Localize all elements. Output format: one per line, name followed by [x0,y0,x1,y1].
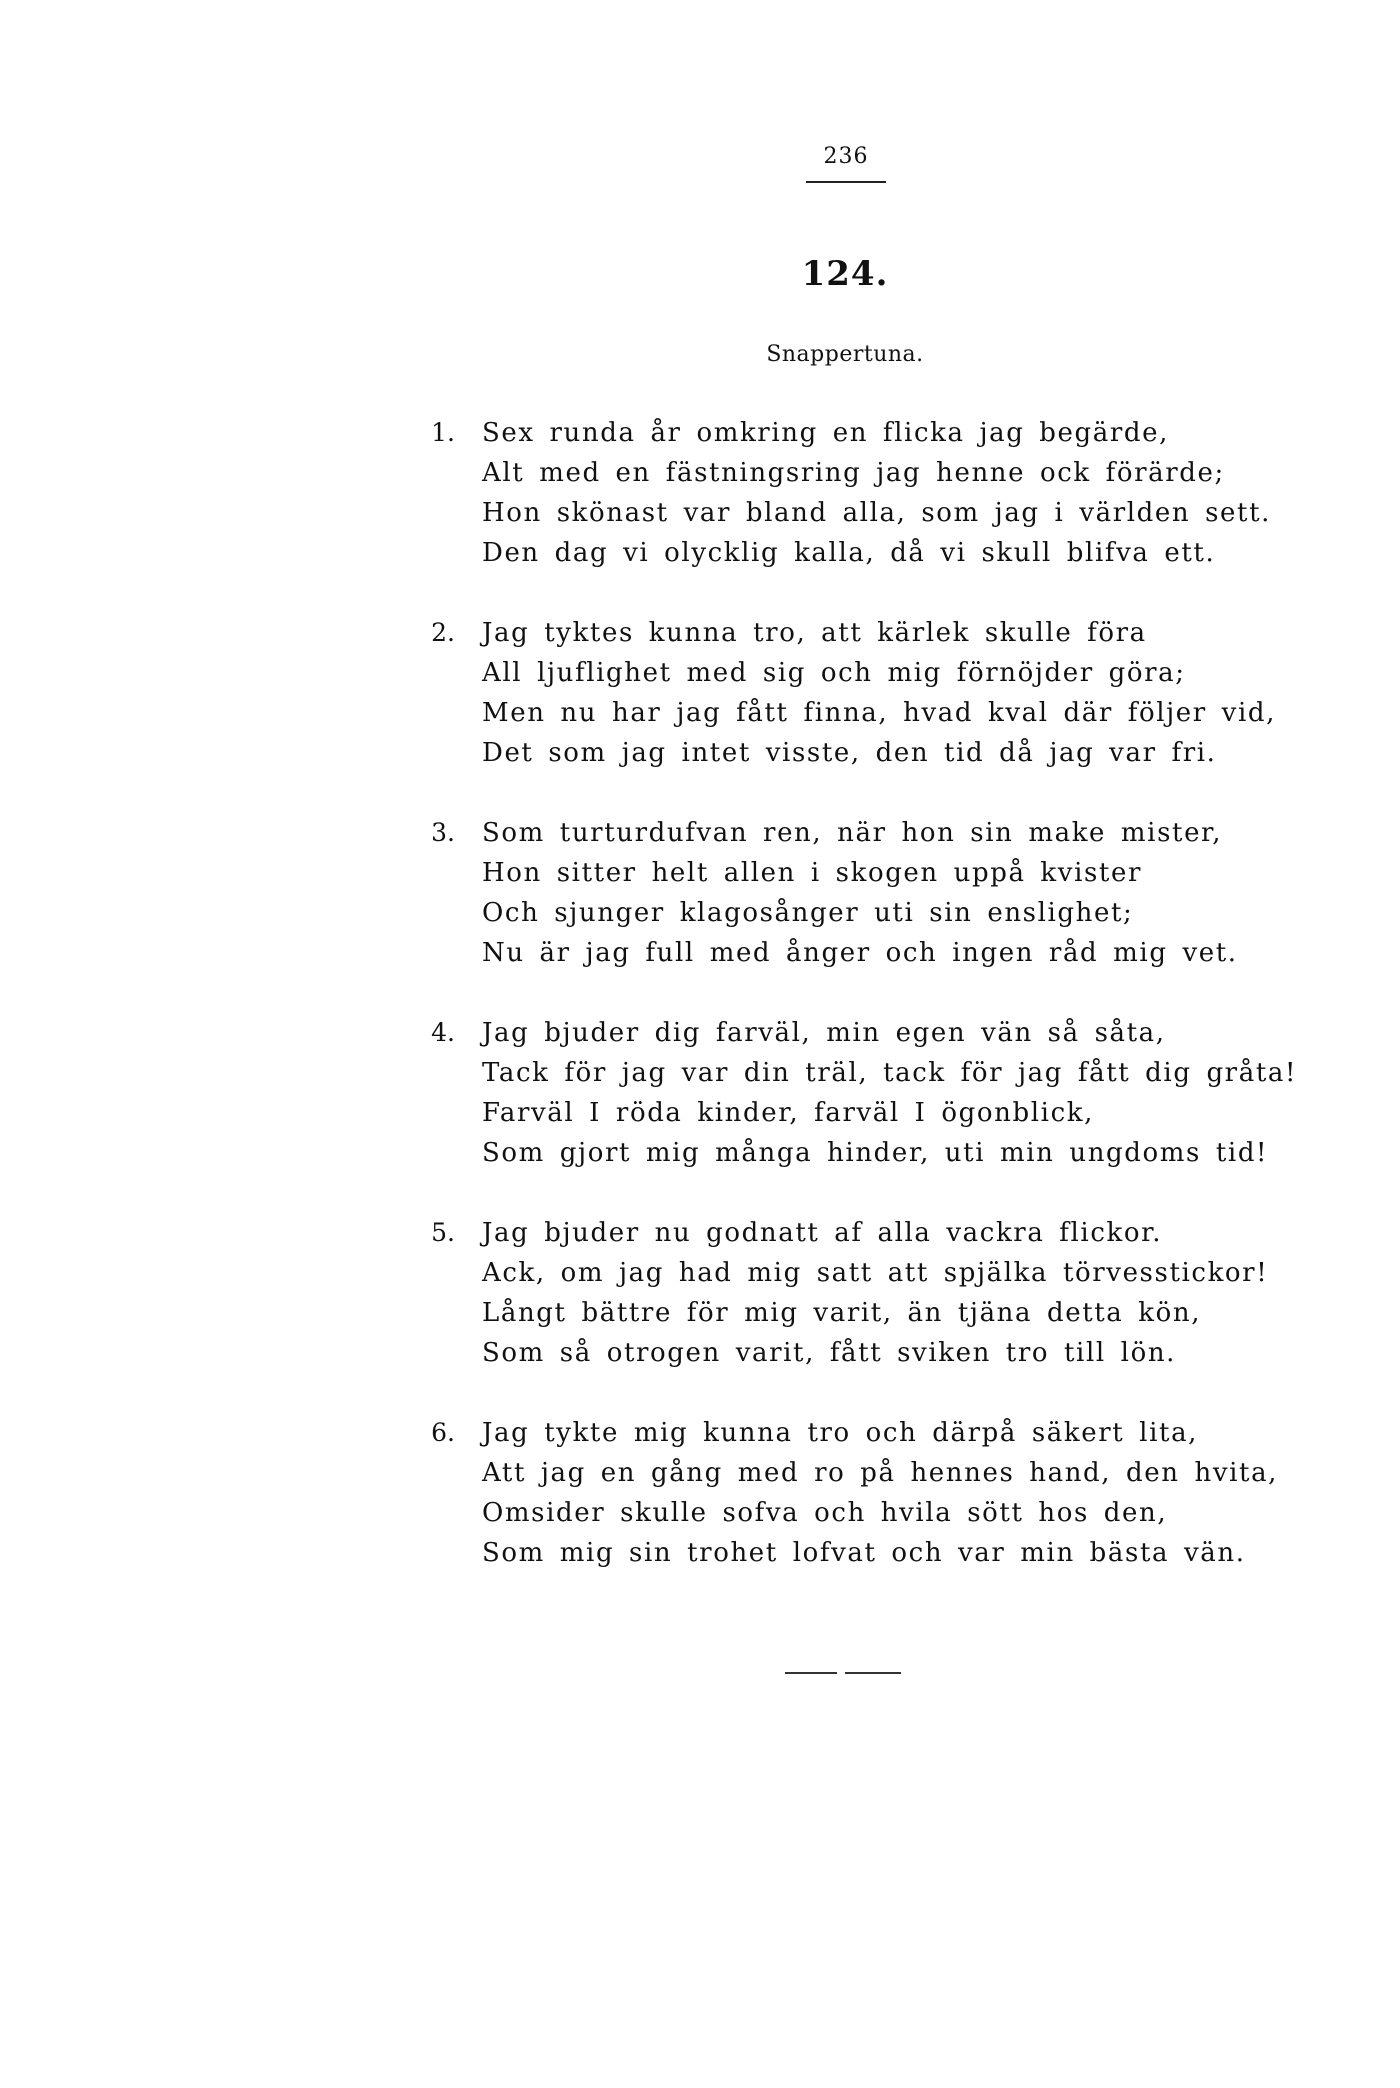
end-rule-right [845,1672,901,1674]
verse-line: Jag bjuder nu godnatt af alla vackra flickor. [482,1218,1163,1248]
verse-line: Hon skönast var bland alla, som jag i världen sett. [482,498,1271,528]
verse-line: Ack, om jag had mig satt att spjälka törvesstickor! [482,1258,1269,1288]
verse-line: Hon sitter helt allen i skogen uppå kvister [482,858,1142,888]
stanza-number: 4. [431,1018,455,1047]
verse-line: Som mig sin trohet lofvat och var min bästa vän. [482,1538,1246,1568]
verse-line: Farväl I röda kinder, farväl I ögonblick, [482,1098,1094,1128]
verse-line: Att jag en gång med ro på hennes hand, den hvita, [482,1458,1279,1488]
verse-line: Som turturdufvan ren, när hon sin make mister, [482,818,1223,848]
stanza-number: 5. [431,1218,455,1247]
stanza-number: 1. [431,418,455,447]
poem-place: Snappertuna. [766,342,924,367]
verse-line: All ljuflighet med sig och mig förnöjder göra; [482,658,1186,688]
verse-line: Omsider skulle sofva och hvila sött hos den, [482,1498,1168,1528]
verse-line: Jag bjuder dig farväl, min egen vän så såta, [482,1018,1166,1048]
end-rule-left [785,1672,837,1674]
verse-line: Långt bättre för mig varit, än tjäna detta kön, [482,1298,1202,1328]
verse-line: Jag tyktes kunna tro, att kärlek skulle föra [482,618,1147,648]
verse-line: Som gjort mig många hinder, uti min ungdoms tid! [482,1138,1269,1168]
stanza-number: 6. [431,1418,455,1447]
verse-line: Som så otrogen varit, fått sviken tro till lön. [482,1338,1177,1368]
stanza-number: 2. [431,618,455,647]
verse-line: Men nu har jag fått finna, hvad kval där följer vid, [482,698,1276,728]
verse-line: Jag tykte mig kunna tro och därpå säkert lita, [482,1418,1199,1448]
verse-line: Den dag vi olycklig kalla, då vi skull blifva ett. [482,538,1216,568]
verse-line: Nu är jag full med ånger och ingen råd mig vet. [482,938,1238,968]
verse-line: Alt med en fästningsring jag henne ock förärde; [482,458,1225,488]
verse-line: Tack för jag var din träl, tack för jag fått dig gråta! [482,1058,1298,1088]
stanza-number: 3. [431,818,455,847]
verse-line: Det som jag intet visste, den tid då jag var fri. [482,738,1217,768]
page-number-rule [806,181,886,183]
page-number: 236 [823,144,869,169]
poem-number: 124. [801,254,889,294]
verse-line: Och sjunger klagosånger uti sin enslighet; [482,898,1134,928]
verse-line: Sex runda år omkring en flicka jag begärde, [482,418,1170,448]
